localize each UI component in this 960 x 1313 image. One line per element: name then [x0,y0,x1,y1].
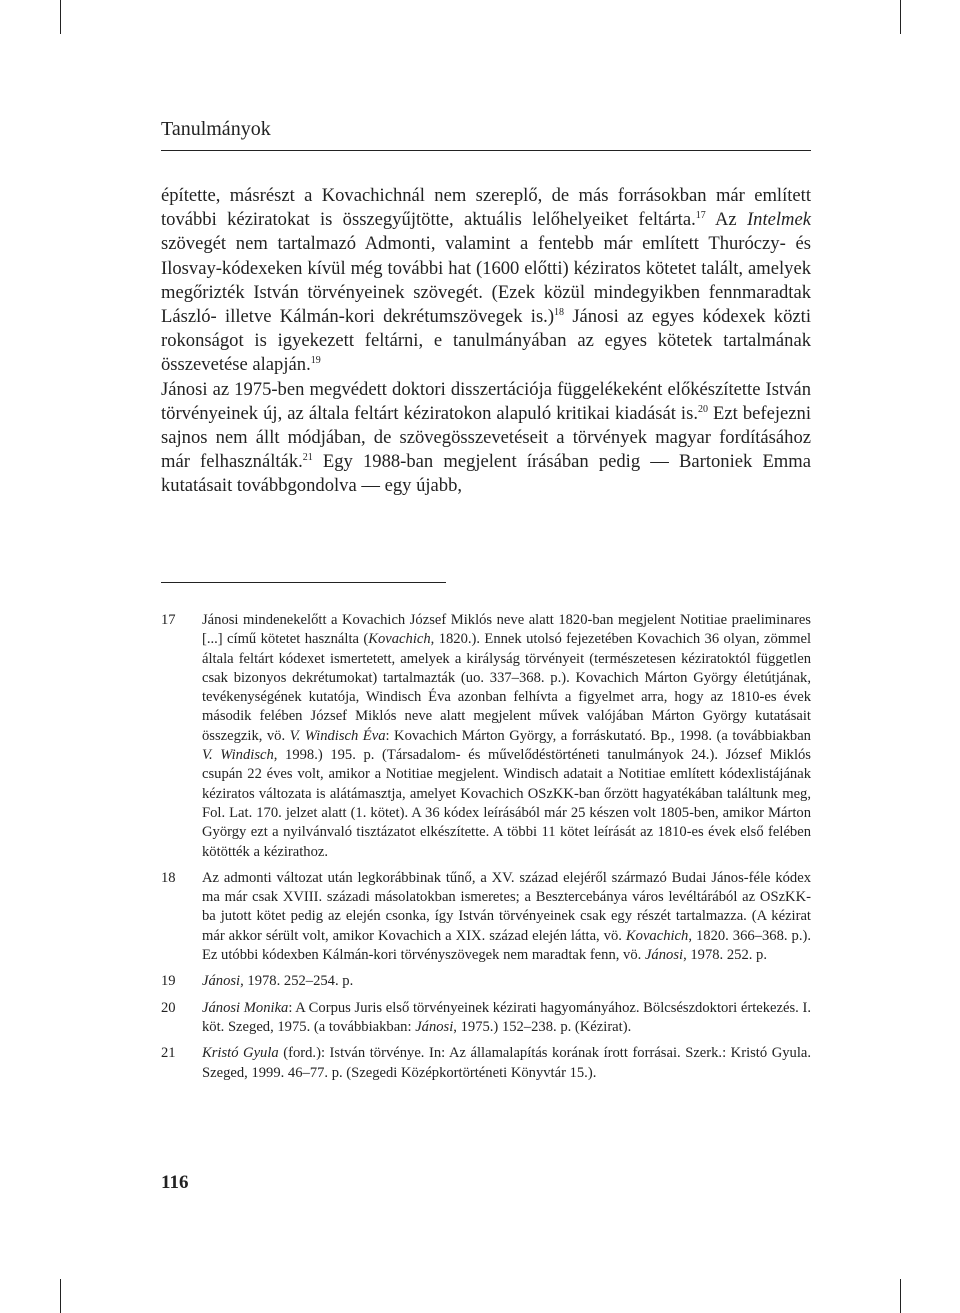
body-text [161,184,811,499]
footnote-ref-19[interactable]: 19 [310,355,321,367]
footnotes [161,611,811,1090]
text-run: , 1820.). Ennek utolsó fejezetében Kovachich 36 olyan, zömmel általa feltárt kódexet ismertetett, amelyek a királyság törvényeit (természetesen kéziratoktól független csak bizonyos dekrétumokat) tartalmazták (uo. 337–368. p.). Kovachich Márton György életútjának, tevékenységének kutatója, Windisch Éva azonban felhívta a figyelmet arra, hogy az 1810-es évek második felében József Miklós neve alatt megjelent művek valójában Márton György kutatásait összegzik, vö. [202,631,811,744]
italic-run: Jánosi [202,973,241,990]
italic-run: Kovachich [625,927,689,944]
footnote-number: 19 [161,973,176,990]
italic-run: Kovachich [368,631,431,648]
footnote-17 [161,611,811,862]
crop-mark-bottom-right [900,1279,901,1313]
footnote-ref-18[interactable]: 18 [554,307,565,319]
italic-run: Jánosi [415,1018,454,1035]
page-number: 116 [161,1172,189,1193]
text-run: Egy 1988-ban megjelent írásában pedig — Bartoniek Emma kutatásait továbbgondolva — egy újabb, [161,451,811,497]
text-run: Jánosi mindenekelőtt a Kovachich József Miklós neve alatt 1820-ban megjelent Notitiae praeliminares [...] című kötetet használta ( [202,612,811,648]
italic-run: Jánosi Monika [202,999,289,1016]
text-run: Az [705,209,747,231]
text-run: , 1998.) 195. p. (Társadalom- és művelődéstörténeti tanulmányok 24.). József Miklós csupán 22 éves volt, amikor a Notitiae megjelent. Windisch adatait a Notitiae említett kódexlistájának kéziratos változata is alátámasztja, amelyet Kovachich OSzKK-ban őrzött hagyatékában találtunk meg, Fol. Lat. 170. jelzet alatt (1. kötet). A 36 kódex leírásából már 25 készen volt 1805-ben, amikor Márton György ezt a nyilvánvaló tisztázatot elkészítette. A többi 11 kötet leírását az 1810-es évek első felében kötötték a kézirathoz. [202,747,811,860]
crop-mark-bottom-left [60,1279,61,1313]
text-run: Jánosi az 1975-ben megvédett doktori disszertációja függelékeként előkészítette István törvényeinek új, az általa feltárt kéziratokon alapuló kritikai kiadását is. [161,378,811,424]
footnote-ref-20[interactable]: 20 [697,403,708,415]
text-run: , 1820. 366–368. p.). Ez utóbbi kódexben Kálmán-kori törvényszövegek nem maradtak fenn, vö. [202,927,811,964]
paragraph-1 [161,184,811,378]
footnote-number: 18 [161,869,176,886]
text-run: : Kovachich Márton György, a forráskutató. Bp., 1998. (a továbbiakban [385,727,811,744]
footnote-number: 20 [161,999,176,1016]
text-run: Az admonti változat után legkorábbinak tűnő, a XV. század elejéről származó Budai János-féle kódex ma már csak XVIII. századi másolatokban ismeretes; a Besztercebánya város levéltárából az OSzKK-ba jutott kötet pedig az elején csonka, így István törvényeinek csak egy részét tartalmazza. (A kézirat már akkor sérült volt, amikor Kovachich a XIX. század elején látta, vö. [202,869,811,944]
italic-run: V. Windisch [202,747,274,764]
text-run: : A Corpus Juris első törvényeinek kézirati hagyományához. Bölcsészdoktori értekezés. I. köt. Szeged, 1975. (a továbbiakban: [202,999,811,1035]
footnote-18 [161,869,811,965]
footnote-21 [161,1044,811,1083]
footnote-number: 17 [161,612,176,628]
italic-run: Kristó Gyula [202,1045,279,1062]
italic-title: Intelmek [746,209,811,231]
text-run: szövegét nem tartalmazó Admonti, valamint a fentebb már említett Thuróczy- és Ilosvay-kódexeken kívül még további hat (1600 előtti) kéziratos kötetet talált, amelyek megőrizték István törvényeinek szövegét. (Ezek közül mindegyikben fennmaradtak László- illetve Kálmán-kori dekrétumszövegek is.) [161,233,811,328]
text-run: (ford.): István törvénye. In: Az államalapítás korának írott forrásai. Szerk.: Kristó Gyula. Szeged, 1999. 46–77. p. (Szegedi Középkortörténeti Könyvtár 15.). [202,1045,812,1081]
text-run: Ezt befejezni sajnos nem állt módjában, de szövegösszevetéseit a törvények magyar fordításához már felhasználták. [161,402,811,473]
text-run: , 1978. 252–254. p. [240,973,354,990]
text-run: , 1975.) 152–238. p. (Kézirat). [453,1018,632,1035]
text-run: építette, másrészt a Kovachichnál nem szereplő, de más forrásokban már említett további kéziratokat is összegyűjtötte, aktuális lelőhelyeiket feltárta. [161,185,811,231]
running-head: Tanulmányok [161,118,811,151]
italic-run: Jánosi [644,947,684,964]
footnote-separator [161,582,446,583]
crop-mark-top-left [60,0,61,34]
footnote-number: 21 [161,1045,176,1062]
footnote-ref-17[interactable]: 17 [695,210,706,222]
crop-mark-top-right [900,0,901,34]
paragraph-2 [161,378,811,499]
footnote-19 [161,972,811,991]
footnote-ref-21[interactable]: 21 [302,452,313,464]
text-run: , 1978. 252. p. [683,947,767,964]
footnote-20 [161,999,811,1038]
text-run: Jánosi az egyes kódexek közti rokonságot is igyekezett feltárni, e tanulmányában az egyes kötetek tartalmának összevetése alapján. [161,306,811,376]
italic-run: V. Windisch Éva [289,727,386,744]
